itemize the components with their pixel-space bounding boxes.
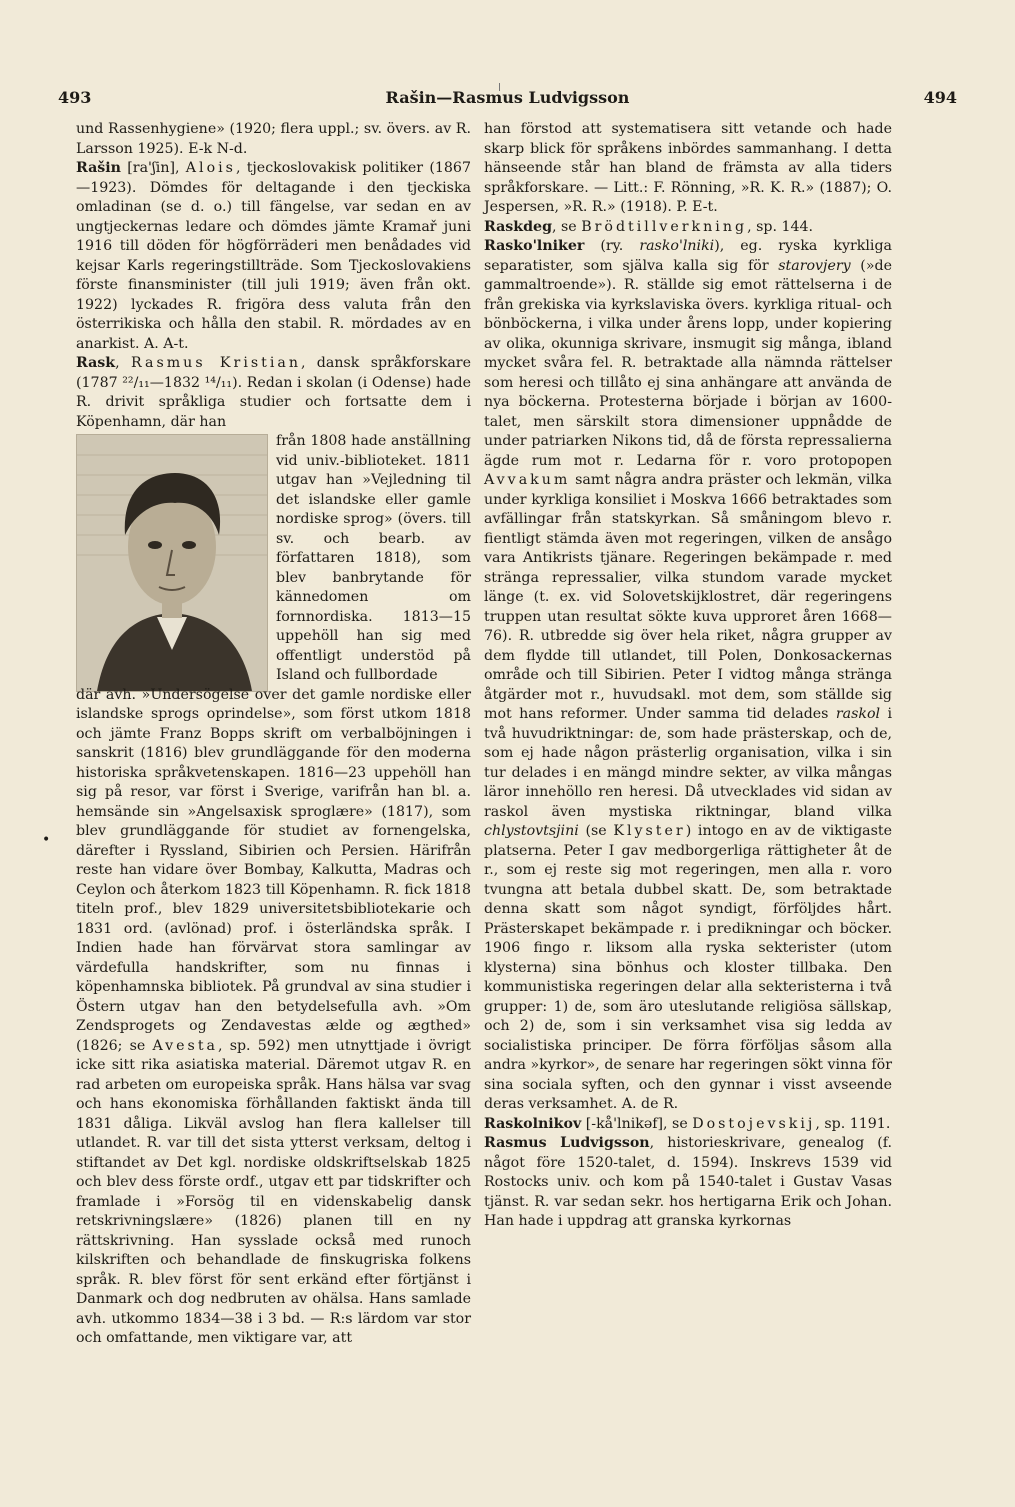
ref-dostojevskij: Dostojevskij xyxy=(692,1115,816,1132)
raskdeg-end: , sp. 144. xyxy=(747,218,814,235)
ref-klyster: Klyster xyxy=(613,823,686,839)
raskolniker-d: samt några andra präster och lekmän, vilka under kyrkliga konsiliet i Moskva 1666 betraktades som avfällingar från statskyrkan. Så småningom blevo r. fientligt stämda även mot regeringen, vilken de ansågo vara Antikrists tjänare. Regeringen bekämpade r. med stränga repressalier, vilka stundom varade mycket länge (t. ex. vid Solovetskijklostret, där regeringens truppen utan resultat sökte kuva upproret åren 1668—76). R. utbredde sig över hela riket, några grupper av dem flydde till utlandet, till Polen, Donkosackernas område och till Sibirien. Peter I vidtog många stränga åtgärder mot r., huvudsakl. mot dem, som ställde sig mot hans reformer. Under samma tid delades xyxy=(484,472,892,722)
rask-name: Rasmus Kristian xyxy=(130,355,301,371)
lemma-rask: Rask xyxy=(76,355,116,371)
paragraph-continued-right: han förstod att systematisera sitt vetande och hade skarp blick för språkens inbördes sammanhang. I detta hänseende står han bland de främsta av alla tiders språkforskare. — Litt.: F. Rönning, »R. K. R.» (1887); O. Jespersen, »R. R.» (1918). P. E-t. xyxy=(484,121,892,215)
entry-rasmus-ludvigsson xyxy=(484,1134,892,1232)
rask-end: , sp. 592) men utnyttjade i övrigt icke sitt rika asiatiska material. Däremot utgav R. en rad arbeten om europeiska språk. Hans hälsa var svag och hans ekonomiska förhållanden faktiskt ända till 1831 dåliga. Likväl avslog han flera kallelser till utlandet. R. var till det sista ytterst verksam, deltog i stiftandet av Det kgl. nordiske oldskriftselskab 1825 och blev dess förste ordf., utgav ett par tidskrifter och framlade i »Forsög til en videnskabelig dansk retskrivningslære» (1826) planen till en ny rättskrivning. Han sysslade också med runoch kilskriften och behandlade de finskugriska folkens språk. R. blev först för sent erkänd efter förtjänst i Danmark och dog nedbruten av ohälsa. Hans samlade avh. utkommo 1834—38 i 3 bd. — R:s lärdom var stor och omfattande, men viktigare var, att xyxy=(76,1037,471,1346)
entry-raskolnikov xyxy=(484,1115,892,1135)
page-header xyxy=(58,88,957,116)
entry-rask: Rask, Rasmus Kristian, dansk språkforskare (1787 ²²/₁₁—1832 ¹⁴/₁₁). Redan i skolan (i Odense) hade R. drivit språkliga studier och fortsatte dem i Köpenhamn, där han xyxy=(76,355,471,430)
raskolnikov-a: [-kå'lnikəf], se xyxy=(581,1115,693,1132)
rask-intro: , dansk språkforskare (1787 ²²/₁₁—1832 ¹⁴/₁₁). Redan i skolan (i Odense) hade R. drivit språkliga studier och fortsatte dem i Köpenhamn, där han xyxy=(76,355,471,430)
page-number-left: 493 xyxy=(58,88,92,107)
raskolniker-f: (se xyxy=(578,823,614,839)
raskolniker-it1: rasko'lniki xyxy=(639,238,715,254)
lemma-rasmus-ludvigsson: Rasmus Ludvigsson xyxy=(484,1135,650,1151)
raskolnikov-end: , sp. 1191. xyxy=(815,1115,891,1132)
raskolniker-b: ), eg. ryska kyrkliga separatister, som själva kalla sig för xyxy=(484,238,892,274)
lemma-rasin: Rašin xyxy=(76,160,122,176)
entry-raskolniker xyxy=(484,237,892,1115)
ref-avvakum: Avvakum xyxy=(484,472,571,488)
rasin-name: Alois xyxy=(185,160,236,176)
lemma-raskolniker: Rasko'lniker xyxy=(484,238,585,254)
margin-mark: • xyxy=(42,832,51,848)
ref-avesta: Avesta xyxy=(152,1037,218,1054)
raskdeg-see: , se xyxy=(552,218,582,235)
rasin-pronunciation: [ra'ʃin], xyxy=(121,160,186,176)
entry-rasin xyxy=(76,159,471,354)
ref-brodtillverkning: Brödtillverkning xyxy=(581,218,748,235)
raskolniker-c: (»de gammaltroende»). R. ställde sig emot rättelserna i de från grekiska via kyrkslaviska övers. kyrkliga ritual- och bönböckerna, i vilka under årens lopp, under kopiering av olika, okunniga skrivare, insmugit sig många, ibland mycket svåra fel. R. betraktade alla nämnda rättelser som heresi och tillåto ej sina anhängare att använda de nya böckerna. Protesterna började i början av 1600-talet, men särskilt stora dimensioner uppnådde de under patriarken Nikons tid, då de första repressalierna ägde rum mot r. Ledarna för r. voro protopopen xyxy=(484,257,892,469)
raskolniker-a: (ry. xyxy=(584,238,640,254)
rask-continued xyxy=(76,686,471,1349)
running-title: Rašin—Rasmus Ludvigsson xyxy=(385,88,630,107)
lemma-raskdeg: Raskdeg xyxy=(484,218,552,235)
entry-raskdeg xyxy=(484,218,892,238)
rask-wrap-text: från 1808 hade anställning vid univ.-biblioteket. 1811 utgav han »Vejledning til det islandske eller gamle nordiske sprog» (övers. till sv. och bearb. av författaren 1818), som blev banbrytande för kännedomen om fornnordiska. 1813—15 uppehöll han sig med offentligt understöd på Island och fullbordade xyxy=(276,433,471,683)
page-number-right: 494 xyxy=(923,88,957,107)
right-column xyxy=(484,120,892,1232)
left-column xyxy=(76,120,471,1349)
rasin-text: , tjeckoslovakisk politiker (1867—1923). Dömdes för deltagande i den tjeckiska omladinan (se d. o.) till fängelse, var sedan en av ungtjeckernas ledare och dömdes jämte Kramař juni 1916 till döden för högförräderi men benådades vid kejsar Karls regeringstillträde. Som Tjeckoslovakiens förste finansminister (till juli 1919; även från okt. 1922) lyckades R. frigöra dess valuta från den österrikiska och hålla den stabil. R. mördades av en anarkist. A. A-t. xyxy=(76,160,471,352)
raskolniker-e: i två huvudriktningar: de, som hade prästerskap, och de, som ej hade någon prästerlig organisation, vilka i sin tur delades i en mängd mindre sekter, av vilka mångas läror innehöllo ren heresi. Då utvecklades vid sidan av raskol även mystiska riktningar, bland vilka xyxy=(484,706,892,820)
raskolniker-g: ) intogo en av de viktigaste platserna. Peter I gav medborgerliga rättigheter åt de r., som ej reste sig mot regeringen, men alla r. voro tvungna att betala dubbel skatt. De, som betraktade denna skatt som något syndigt, förföljdes hårt. Prästerskapet bekämpade r. i predikningar och böcker. 1906 fingo r. liksom alla ryska sekterister (utom klysterna) sina bönhus och kloster tillbaka. Den kommunistiska regeringen delar alla sekteristerna i två grupper: 1) de, som äro uteslutande religiösa sällskap, och 2) de, som i sin verksamhet visa sig ledda av socialistiska principer. De förra förföljas såsom alla andra »kyrkor», de senare har regeringen sökt vinna för sina sociala syften, och den gynnar i visst avseende deras verksamhet. A. de R. xyxy=(484,823,892,1112)
rask-body: där avh. »Undersögelse over det gamle nordiske eller islandske sprogs oprindelse», som först utkom 1818 och jämte Franz Bopps skrift om verbalböjningen i sanskrit (1816) blev grundläggande för den moderna historiska språkvetenskapen. 1816—23 uppehöll han sig på resor, var först i Sverige, varifrån han bl. a. hemsände sin »Angelsaxisk sproglære» (1817), som blev grundläggande för studiet av fornengelska, därefter i Ryssland, Sibirien och Persien. Härifrån reste han vidare över Bombay, Kalkutta, Madras och Ceylon och återkom 1823 till Köpenhamn. R. fick 1818 titeln prof., blev 1829 universitetsbibliotekarie och 1831 ord. (avlönad) prof. i österländska språk. I Indien hade han förvärvat stora samlingar av värdefulla handskrifter, som nu finnas i köpenhamnska bibliotek. På grundval av sina studier i Östern utgav han den betydelsefulla avh. »Om Zendsprogets og Zendavestas ælde og ægthed» (1826; se xyxy=(76,686,471,1054)
lemma-raskolnikov: Raskolnikov xyxy=(484,1115,582,1132)
raskolniker-it2: starovjery xyxy=(778,257,851,274)
paragraph-continued: und Rassenhygiene» (1920; flera uppl.; sv. övers. av R. Larsson 1925). E-k N-d. xyxy=(76,121,471,157)
raskolniker-it3: raskol xyxy=(835,706,881,722)
ludvigsson-text: , historieskrivare, genealog (f. något före 1520-talet, d. 1594). Inskrevs 1539 vid Rostocks univ. och kom på 1540-talet i Gustav Vasas tjänst. R. var sedan sekr. hos hertigarna Erik och Johan. Han hade i uppdrag att granska kyrkornas xyxy=(484,1135,892,1229)
raskolniker-it4: chlystovtsjini xyxy=(484,823,579,839)
